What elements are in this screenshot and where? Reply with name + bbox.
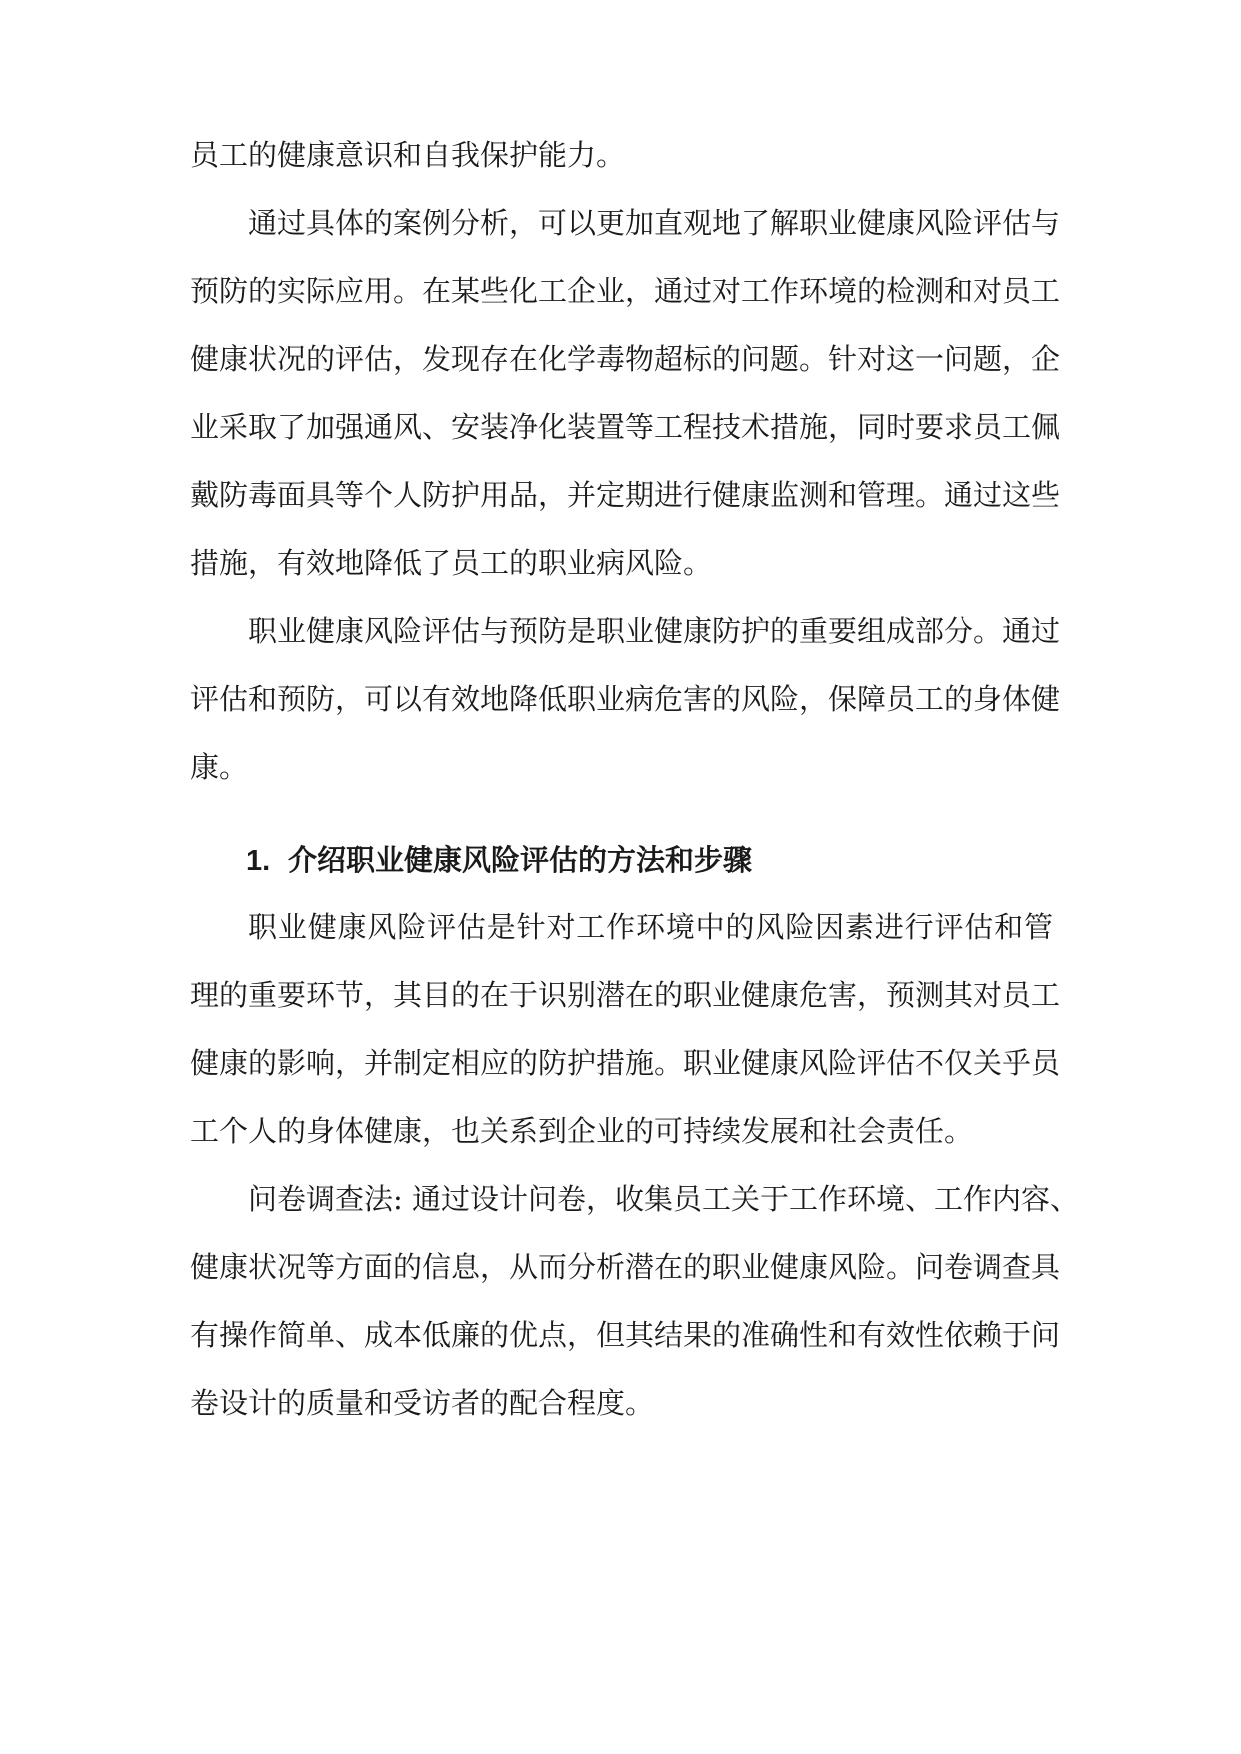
paragraph-4-line-4: 工个人的身体健康，也关系到企业的可持续发展和社会责任。 (190, 1114, 974, 1148)
paragraph-5-line-3: 有操作简单、成本低廉的优点，但其结果的准确性和有效性依赖于问 (190, 1318, 1061, 1352)
paragraph-2-line-6: 措施，有效地降低了员工的职业病风险。 (190, 546, 713, 580)
paragraph-4-line-2: 理的重要环节，其目的在于识别潜在的职业健康危害，预测其对员工 (190, 978, 1061, 1012)
paragraph-5-line-2: 健康状况等方面的信息，从而分析潜在的职业健康风险。问卷调查具 (190, 1250, 1061, 1284)
paragraph-5-line-4: 卷设计的质量和受访者的配合程度。 (190, 1386, 655, 1420)
paragraph-2-line-1: 通过具体的案例分析，可以更加直观地了解职业健康风险评估与 (248, 206, 1061, 240)
paragraph-2-line-3: 健康状况的评估，发现存在化学毒物超标的问题。针对这一问题，企 (190, 342, 1061, 376)
section-number: 1. (246, 845, 271, 877)
section-heading (246, 842, 752, 878)
paragraph-4-line-1: 职业健康风险评估是针对工作环境中的风险因素进行评估和管 (248, 910, 1053, 944)
paragraph-5-line-1: 问卷调查法: 通过设计问卷，收集员工关于工作环境、工作内容、 (248, 1182, 1079, 1216)
paragraph-2-line-4: 业采取了加强通风、安装净化装置等工程技术措施，同时要求员工佩 (190, 410, 1061, 444)
paragraph-3-line-1: 职业健康风险评估与预防是职业健康防护的重要组成部分。通过 (248, 614, 1061, 648)
paragraph-2-line-2: 预防的实际应用。在某些化工企业，通过对工作环境的检测和对员工 (190, 274, 1061, 308)
paragraph-3-line-2: 评估和预防，可以有效地降低职业病危害的风险，保障员工的身体健 (190, 682, 1061, 716)
paragraph-4-line-3: 健康的影响，并制定相应的防护措施。职业健康风险评估不仅关乎员 (190, 1046, 1061, 1080)
section-title: 介绍职业健康风险评估的方法和步骤 (288, 843, 753, 877)
paragraph-2-line-5: 戴防毒面具等个人防护用品，并定期进行健康监测和管理。通过这些 (190, 478, 1061, 512)
paragraph-1-line-1: 员工的健康意识和自我保护能力。 (190, 138, 626, 172)
paragraph-3-line-3: 康。 (190, 750, 249, 784)
